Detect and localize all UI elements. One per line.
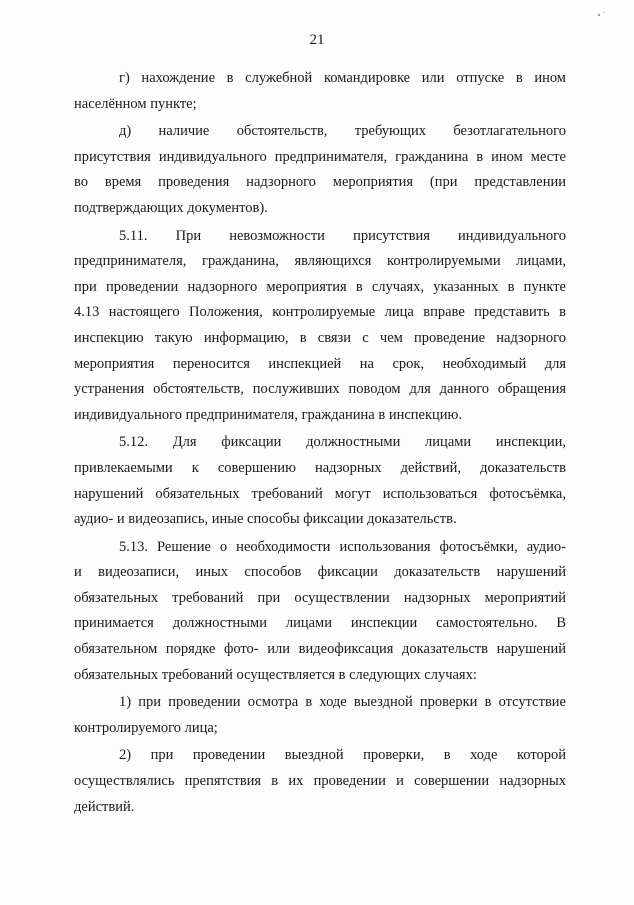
scan-speck <box>603 12 604 13</box>
text-line: д) наличие обстоятельств, требующих безотлагательного <box>119 123 566 140</box>
scan-speck <box>598 14 600 16</box>
page-number: 21 <box>309 32 325 48</box>
text-line: контролируемого лица; <box>74 719 218 736</box>
text-line: нарушений обязательных требований могут использоваться фотосъёмка, <box>74 485 566 502</box>
text-line: обязательных требований осуществляется в следующих случаях: <box>74 666 477 683</box>
text-line: аудио- и видеозапись, иные способы фиксации доказательств. <box>74 511 457 528</box>
paragraph-5-11 <box>74 224 566 429</box>
text-line: 4.13 настоящего Положения, контролируемые лица вправе представить в <box>74 304 566 321</box>
text-line: и видеозаписи, иных способов фиксации доказательств нарушений <box>74 564 566 581</box>
text-line: 5.12. Для фиксации должностными лицами инспекции, <box>119 434 566 451</box>
text-line: индивидуального предпринимателя, гражданина в инспекцию. <box>74 406 463 423</box>
text-line: предпринимателя, гражданина, являющихся контролируемыми лицами, <box>74 253 566 270</box>
text-line: при проведении надзорного мероприятия в случаях, указанных в пункте <box>74 278 566 295</box>
paragraph-5-13 <box>74 535 566 689</box>
text-line: 2) при проведении выездной проверки, в ходе которой <box>119 747 566 764</box>
text-line: населённом пункте; <box>74 95 197 112</box>
text-line: 5.11. При невозможности присутствия индивидуального <box>119 227 566 244</box>
text-line: подтверждающих документов). <box>74 199 268 216</box>
text-line: мероприятия переносится инспекцией на срок, необходимый для <box>74 355 566 372</box>
paragraph-item-g <box>74 66 566 117</box>
text-line: устранения обстоятельств, послуживших поводом для данного обращения <box>74 381 566 398</box>
text-line: г) нахождение в служебной командировке или отпуске в ином <box>119 70 566 86</box>
text-line: обязательном порядке фото- или видеофиксация доказательств нарушений <box>74 641 566 658</box>
paragraph-item-2 <box>74 743 566 820</box>
text-line: обязательных требований при осуществлении надзорных мероприятий <box>74 589 566 606</box>
text-line: принимается должностными лицами инспекции самостоятельно. В <box>74 615 566 632</box>
paragraph-5-12 <box>74 430 566 532</box>
text-line: действий. <box>74 798 135 815</box>
text-line: присутствия индивидуального предпринимателя, гражданина в ином месте <box>74 148 566 165</box>
text-line: 1) при проведении осмотра в ходе выездной проверки в отсутствие <box>119 694 566 711</box>
text-line: привлекаемыми к совершению надзорных действий, доказательств <box>74 459 566 476</box>
text-line: инспекцию такую информацию, в связи с чем проведение надзорного <box>74 329 566 346</box>
paragraph-item-d <box>74 119 566 221</box>
text-line: осуществлялись препятствия в их проведении и совершении надзорных <box>74 773 566 790</box>
text-line: 5.13. Решение о необходимости использования фотосъёмки, аудио- <box>119 538 566 555</box>
text-line: во время проведения надзорного мероприятия (при представлении <box>74 174 566 191</box>
document-body <box>74 66 566 820</box>
paragraph-item-1 <box>74 690 566 741</box>
